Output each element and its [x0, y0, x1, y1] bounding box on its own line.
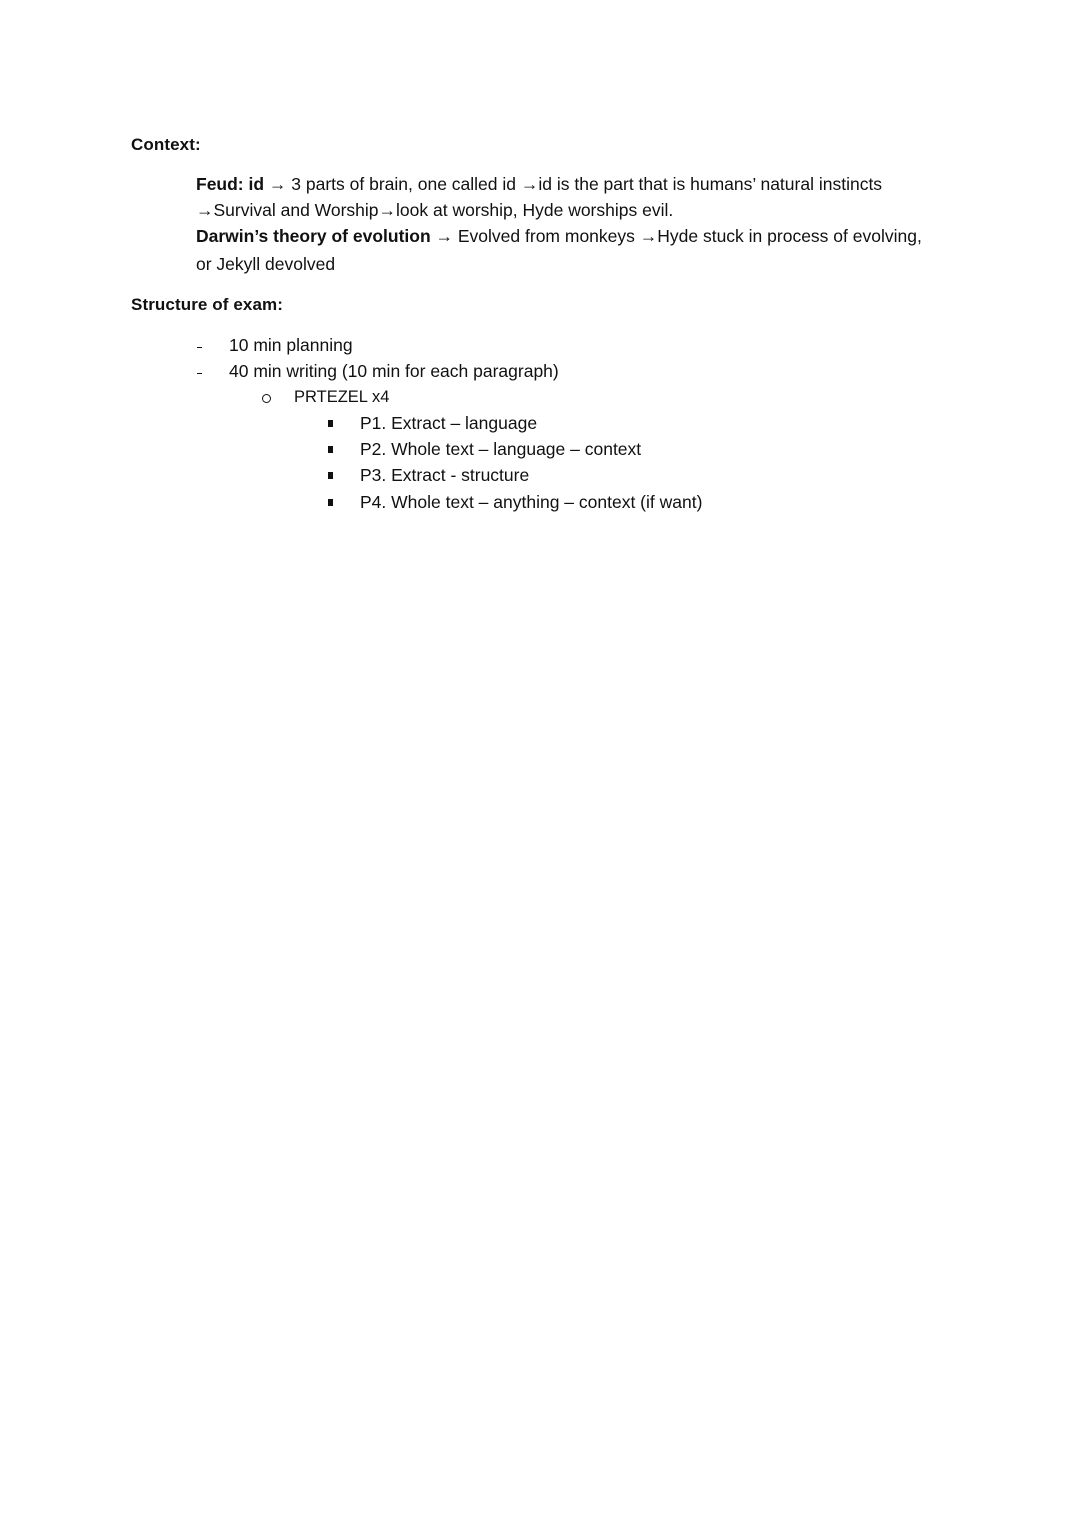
structure-sub-item-prtezel: PRTEZEL x4 [294, 388, 390, 406]
structure-item-writing: 40 min writing (10 min for each paragraph) [229, 361, 559, 381]
context-heading: Context: [131, 135, 201, 154]
context-line-darwin [196, 228, 922, 246]
context-line-feud [196, 176, 882, 194]
paragraph-item-p3: P3. Extract - structure [360, 465, 530, 485]
dash-bullet-icon [197, 373, 202, 374]
arrow-icon: → [264, 174, 292, 194]
feud-description: 3 parts of brain, one called id →id is the part that is humans’ natural instincts [291, 174, 883, 194]
paragraph-item-p4: P4. Whole text – anything – context (if want) [360, 492, 703, 512]
paragraph-item-p2: P2. Whole text – language – context [360, 439, 642, 459]
square-bullet-icon [328, 499, 333, 506]
circle-bullet-icon [262, 394, 271, 403]
darwin-term: Darwin’s theory of evolution [196, 226, 431, 246]
context-line-survival: →Survival and Worship→look at worship, Hyde worships evil. [196, 200, 674, 220]
paragraph-item-p1: P1. Extract – language [360, 413, 538, 433]
square-bullet-icon [328, 446, 333, 453]
context-line-jekyll: or Jekyll devolved [196, 254, 336, 274]
structure-heading: Structure of exam: [131, 295, 284, 314]
square-bullet-icon [328, 472, 333, 479]
structure-item-planning: 10 min planning [229, 335, 353, 355]
square-bullet-icon [328, 420, 333, 427]
feud-term: Feud: id [196, 174, 265, 194]
darwin-description: → Evolved from monkeys →Hyde stuck in process of evolving, [430, 226, 922, 246]
dash-bullet-icon [197, 347, 202, 348]
